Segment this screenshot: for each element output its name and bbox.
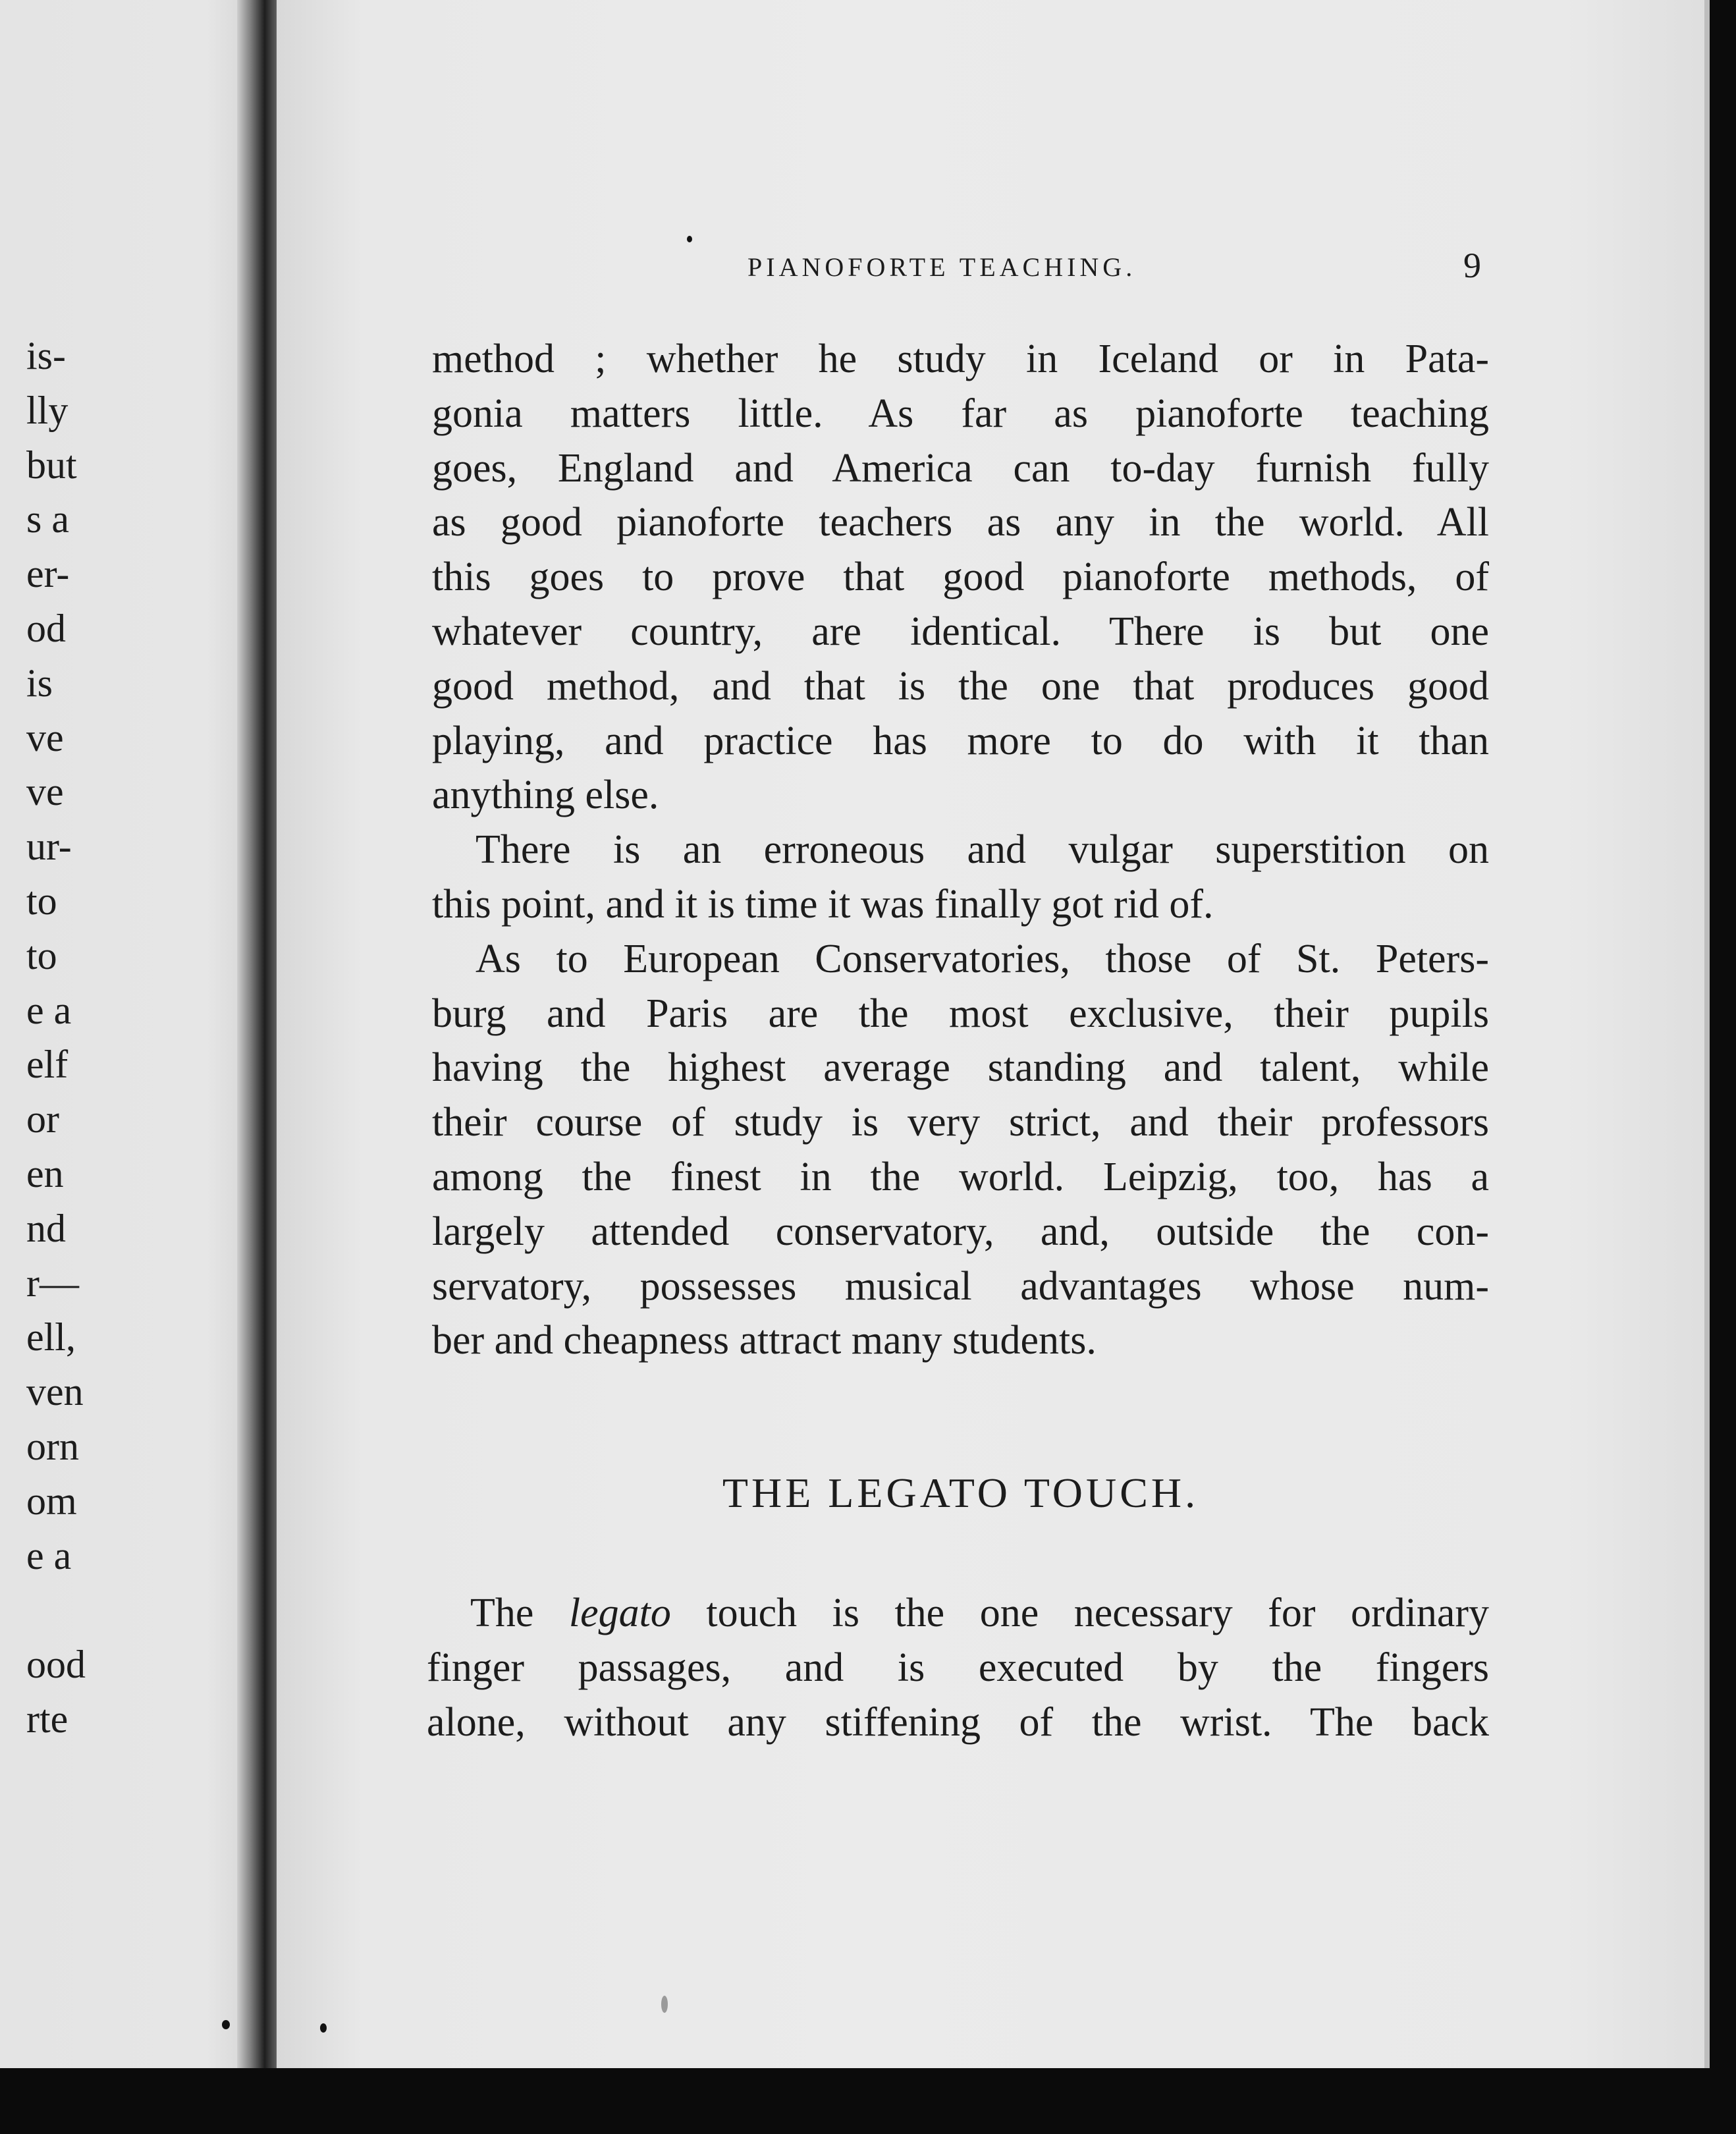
left-page-fragment-text: e a [26,988,72,1032]
page-edge [1704,0,1710,2108]
running-header [277,246,1710,291]
text-run: The [470,1591,534,1635]
text-line: this point, and it is time it was finally got rid of. [432,881,1214,927]
running-header-title: PIANOFORTE TEACHING. [747,252,1137,282]
left-page-fragment-text: is- [26,334,66,377]
text-line: largely attended conservatory, and, outside the con- [432,1209,1489,1254]
left-page-fragment [0,0,258,2068]
text-line: finger passages, and is executed by the fingers [427,1645,1489,1690]
body-text [432,332,1489,1368]
right-page [277,0,1710,2108]
left-page-fragment-text: en [26,1152,64,1195]
left-page-fragment-text: orn [26,1425,79,1468]
ink-speck [661,1996,668,2013]
text-line: gonia matters little. As far as pianoforte teaching [432,391,1489,436]
text-line: anything else. [432,773,659,818]
text-line: good method, and that is the one that produces good [432,663,1489,709]
text-line: as good pianoforte teachers as any in the world. All [432,500,1489,545]
left-page-fragment-text: s a [26,497,69,541]
left-page-fragment-text: or [26,1097,59,1141]
scan-border [0,2068,1736,2134]
text-line: among the finest in the world. Leipzig, too, has a [432,1154,1489,1199]
left-page-fragment-text: but [26,443,77,487]
text-line: this goes to prove that good pianoforte methods, of [432,555,1489,600]
left-page-fragment-text: od [26,607,66,650]
left-page-fragment-text: is [26,661,53,705]
text-line: playing, and practice has more to do with it than [432,718,1489,763]
left-page-fragment-text: ell, [26,1315,76,1359]
section-heading: THE LEGATO TOUCH. [722,1469,1199,1516]
text-line: alone, without any stiffening of the wrist. The back [427,1699,1489,1745]
text-line: As to European Conservatories, those of St. Peters- [475,936,1489,981]
italic-term: legato [568,1591,671,1635]
left-page-fragment-text: ve [26,715,64,759]
text-run: touch is the one necessary for ordinary [706,1591,1489,1635]
text-line: their course of study is very strict, and their professors [432,1100,1489,1145]
text-line: ber and cheapness attract many students. [432,1318,1097,1363]
text-line: burg and Paris are the most exclusive, their pupils [432,991,1489,1036]
text-line: having the highest average standing and talent, while [432,1045,1489,1091]
left-page-fragment-text: om [26,1479,77,1523]
left-page-fragment-text: e a [26,1533,72,1577]
left-page-fragment-text: ve [26,770,64,814]
text-line: method ; whether he study in Iceland or in Pata- [432,337,1489,381]
left-page-fragment-text: lly [26,388,68,432]
left-page-fragment-text: elf [26,1043,68,1087]
text-line [427,1586,1489,1641]
page-number: 9 [1463,246,1481,285]
left-page-fragment-text: er- [26,552,70,596]
text-line: There is an erroneous and vulgar superstition on [475,827,1489,873]
ink-speck [687,236,692,242]
left-page-fragment-text: ur- [26,825,72,869]
left-page-fragment-text: ood [26,1643,86,1687]
text-line: servatory, possesses musical advantages whose num- [432,1263,1489,1309]
text-line: whatever country, are identical. There is but one [432,609,1489,654]
ink-speck [320,2023,327,2033]
left-page-fragment-text: nd [26,1206,66,1250]
left-page-fragment-text: ven [26,1370,84,1414]
left-page-fragment-text: rte [26,1697,68,1741]
text-line: goes, England and America can to-day furnish fully [432,445,1489,491]
left-page-fragment-text: to [26,933,57,977]
left-page-fragment-text: r— [26,1261,79,1305]
ink-speck [222,2020,230,2029]
section-body-text [427,1586,1489,1749]
left-page-fragment-text: to [26,879,57,923]
